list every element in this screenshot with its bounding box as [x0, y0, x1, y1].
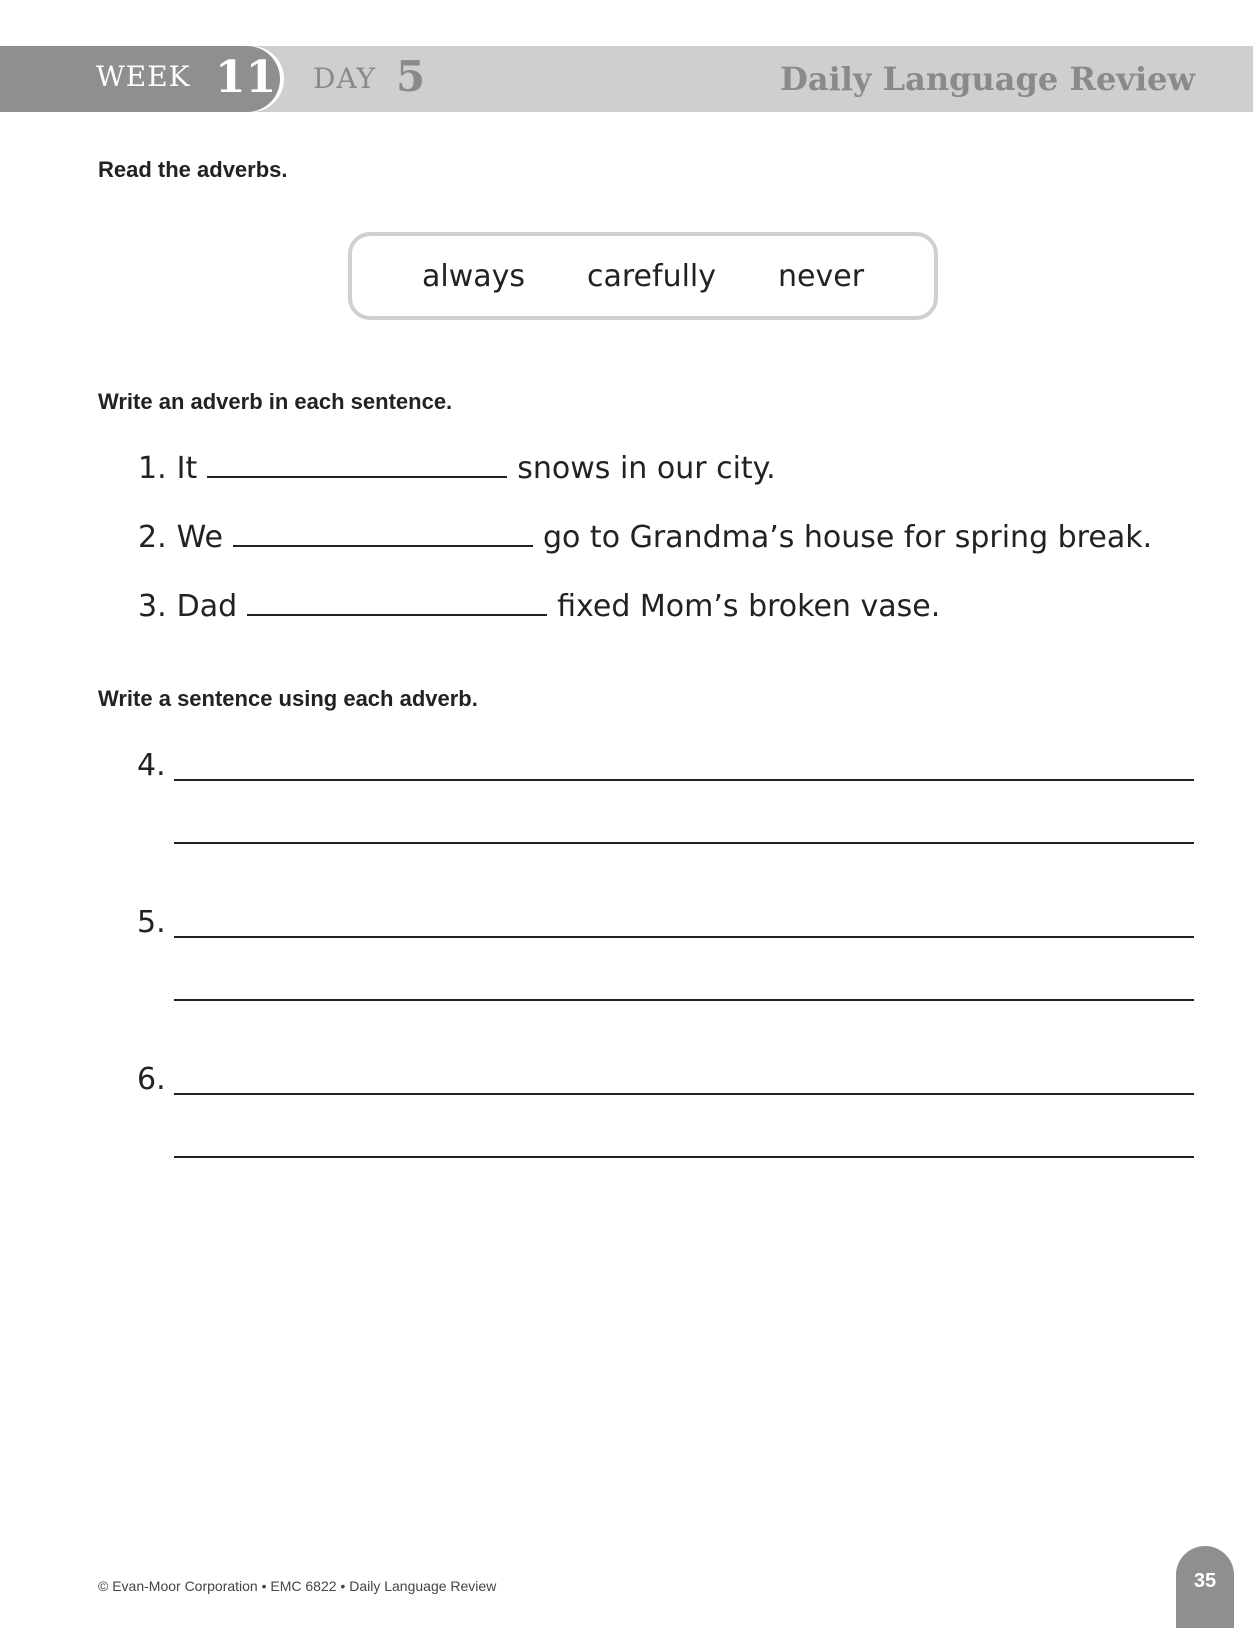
week-label: WEEK	[96, 60, 191, 93]
instruction-read-adverbs: Read the adverbs.	[98, 157, 288, 182]
week-number: 11	[215, 52, 277, 103]
adverb-word-box	[348, 232, 938, 320]
answer-blank[interactable]	[207, 476, 507, 478]
item-number: 3.	[138, 589, 167, 624]
sentence-end: snows in our city.	[517, 451, 776, 486]
writing-line[interactable]	[174, 1093, 1194, 1095]
writing-line[interactable]	[174, 1156, 1194, 1158]
adverb-word: always	[421, 258, 525, 294]
answer-blank[interactable]	[233, 545, 533, 547]
writing-line[interactable]	[174, 779, 1194, 781]
sentence-end: go to Grandma’s house for spring break.	[543, 520, 1153, 555]
sentence-start: It	[176, 451, 198, 486]
adverb-word: never	[778, 258, 865, 294]
footer-credit: © Evan-Moor Corporation • EMC 6822 • Daily Language Review	[98, 1578, 497, 1594]
day-number: 5	[396, 52, 426, 101]
sentence-start: We	[176, 520, 223, 555]
fill-in-sentence-2	[138, 505, 1152, 555]
fill-in-sentence-1	[138, 436, 776, 486]
page-number: 35	[1193, 1570, 1217, 1592]
instruction-write-adverb: Write an adverb in each sentence.	[98, 389, 453, 414]
adverb-word: carefully	[587, 258, 717, 294]
series-title: Daily Language Review	[780, 60, 1195, 98]
day-label: DAY	[313, 62, 377, 95]
writing-line[interactable]	[174, 842, 1194, 844]
sentence-end: fixed Mom’s broken vase.	[557, 589, 941, 624]
instruction-write-sentence: Write a sentence using each adverb.	[98, 686, 478, 711]
writing-line[interactable]	[174, 936, 1194, 938]
item-number: 5.	[137, 905, 166, 940]
item-number: 4.	[137, 748, 166, 783]
item-number: 2.	[138, 520, 167, 555]
writing-line[interactable]	[174, 999, 1194, 1001]
answer-blank[interactable]	[247, 614, 547, 616]
sentence-start: Dad	[176, 589, 238, 624]
item-number: 6.	[137, 1062, 166, 1097]
fill-in-sentence-3	[138, 574, 940, 624]
item-number: 1.	[138, 451, 167, 486]
